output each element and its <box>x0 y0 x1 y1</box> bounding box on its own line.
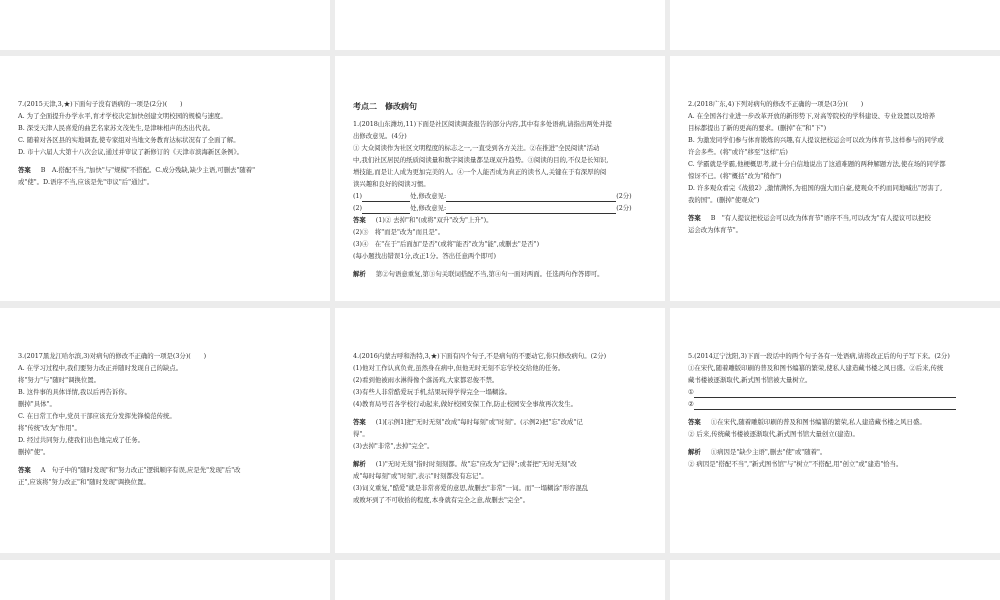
option-a-cont: 目标都提出了新的更高的要求。(删掉"在"和"下") <box>688 124 827 132</box>
slide-bottom-right <box>670 560 1000 600</box>
answer-blank-1: ① <box>688 386 982 398</box>
option-c-fix: 将"传统"改为"作用"。 <box>18 424 81 432</box>
analysis-line: 成"每时每刻"或"时刻",表示"时刻都没有忘记"。 <box>353 472 488 480</box>
option-b-cont: 许会多些。(将"或许"移至"这样"后) <box>688 148 788 156</box>
analysis-line: 或败坏到了不可收拾的程度,本身就有完全之意,故删去"完全"。 <box>353 496 530 504</box>
answer-label: 答案 <box>353 216 366 224</box>
passage-line: 中,我们社区居民的纸质阅读量和数字阅读量都呈现双升趋势。③阅读的目的,不仅是长知识, <box>353 156 609 164</box>
passage-line: ① 大众阅读作为社区文明程度的标志之一,一直受到各方关注。②在推进"全民阅读"活动 <box>353 144 600 152</box>
question-stem: 1.(2018山东潍坊,11)下面是社区阅读调查报告的部分内容,其中有多处语病,请指出两处并提 <box>353 120 612 128</box>
answer-line: (3)去掉"非常",去掉"完全"。 <box>353 442 434 450</box>
analysis-line: 解析 (1)"无时无刻"指时时刻刻都。故"忘"应改为"记得";或者把"无时无刻"改 <box>353 460 577 468</box>
answer-blank-2: (2) 处,修改意见: (2分) <box>353 204 632 212</box>
option-b: B. 深受天津人民喜爱的曲艺名家苏文茂先生,是津味相声的杰出代表。 <box>18 124 215 132</box>
slide-bottom-left <box>0 560 330 600</box>
blank-line <box>694 401 956 410</box>
option-c: C. 在日常工作中,党员干部应该充分发挥先锋模范传统。 <box>18 412 176 420</box>
sentence-2: (2)看到他被雨水淋得像个落汤鸡,大家都忍俊不禁。 <box>353 376 499 384</box>
sentence-4: (4)教育局号召各学校行动起来,做好校园安保工作,防止校园安全事故再次发生。 <box>353 400 578 408</box>
passage-line: ①在宋代,随着雕版印刷的普及和图书编纂的繁荣,使私人建造藏书楼之风日盛。②后来,传统 <box>688 364 944 372</box>
answer-label: 答案 <box>18 166 31 174</box>
option-d: D. 许多观众看完《战狼2》,激情满怀,为祖国的强大而自豪,使观众不约而同地喊出"厉害了, <box>688 184 943 192</box>
slide-top-center <box>335 0 665 50</box>
answer-label: 答案 <box>18 466 31 474</box>
blank-line <box>446 205 616 214</box>
analysis-line: ② 病因是"搭配不当","新式图书馆"与"树立"不搭配,用"创立"或"建造"恰当。 <box>688 460 903 468</box>
blank-line <box>362 193 410 202</box>
section-title: 考点二 修改病句 <box>353 101 417 111</box>
slide-question-2 <box>670 56 1000 301</box>
option-a: A. 在学习过程中,我们要努力改正并随时发现自己的缺点。 <box>18 364 183 372</box>
answer-line: 答案 A 句子中的"随时发现"和"努力改正"逻辑顺序有误,应是先"发现"后"改 <box>18 466 241 474</box>
passage-line: 藏书楼被逐渐取代,新式图书馆被大量树立。 <box>688 376 812 384</box>
analysis-line: 解析 ①病因是"缺少主语",删去"使"或"随着"。 <box>688 448 827 456</box>
answer-continued: 或"使"。D.语序不当,应该是先"审议"后"通过"。 <box>18 178 154 186</box>
option-a-fix: 将"努力"与"随时"调换位置。 <box>18 376 101 384</box>
option-b: B. 这件事的具体详情,我以后再告诉你。 <box>18 388 132 396</box>
option-d: D. 市十六届人大第十八次会议,通过并审议了新修订的《天津市滨海新区条例》。 <box>18 148 244 156</box>
answer-note: (每小题找出错误1分,改正1分。答出任意两个即可) <box>353 252 496 260</box>
analysis-line: (3)词义重复,"酷爱"就是非常喜爱的意思,故删去"非常"一词。而"一塌糊涂"形容混乱 <box>353 484 589 492</box>
option-c: C. 随着对各区县的实地调查,使专家组对当地文务教育达标状况有了全面了解。 <box>18 136 240 144</box>
blank-line <box>694 389 956 398</box>
option-d-cont: 我的国"。(删掉"使观众") <box>688 196 760 204</box>
analysis-label: 解析 <box>353 460 366 468</box>
question-stem: 4.(2016内蒙古呼和浩特,3,★)下面有四个句子,不是病句的不要动它,你只修改病句。(2分) <box>353 352 607 360</box>
blank-line <box>446 193 616 202</box>
question-stem: 5.(2014辽宁沈阳,3)下面一段话中的两个句子各有一处语病,请将改正后的句子写下来。(2分) <box>688 352 950 360</box>
question-stem-cont: 出修改意见。(4分) <box>353 132 407 140</box>
answer-label: 答案 <box>688 418 701 426</box>
slide-question-4 <box>335 308 665 553</box>
answer-blank-2: ② <box>688 398 982 410</box>
answer-blank-1: (1) 处,修改意见: (2分) <box>353 192 632 200</box>
option-d: D. 经过共同努力,使我们出色地完成了任务。 <box>18 436 145 444</box>
answer-line: 答案 B "有人提议把校运会可以改为体育节"语序不当,可以改为"有人提议可以把校 <box>688 214 931 222</box>
option-a: A. 为了全面提升办学水平,育才学校决定加快创建文明校园的规模与速度。 <box>18 112 227 120</box>
answer-line: (2)③ 将"而是"改为"而且是"。 <box>353 228 445 236</box>
question-stem: 3.(2017黑龙江哈尔滨,3)对病句的修改不正确的一项是(3分)( ) <box>18 352 207 360</box>
answer-label: 答案 <box>688 214 701 222</box>
analysis-label: 解析 <box>688 448 701 456</box>
option-a: A. 在全国各行业进一步改革开放的新形势下,对高等院校的学科建设、专业设置以及培养 <box>688 112 936 120</box>
sentence-3: (3)有些人非常酷爱玩手机,结果玩得学得完全一塌糊涂。 <box>353 388 512 396</box>
passage-line: 读兴趣和良好的阅读习惯。 <box>353 180 430 188</box>
option-d-fix: 删掉"使"。 <box>18 448 50 456</box>
option-b: B. 为激发同学们参与体育锻炼的兴趣,有人提议把校运会可以改为体育节,这样参与的同学或 <box>688 136 944 144</box>
answer-line: (3)④ 在"在于"后面加"是否"(或将"能否"改为"能",或删去"是否") <box>353 240 540 248</box>
analysis-line: 解析 第②句语意重复,第③句关联词搭配不当,第④句一面对两面。任选两句作答即可。 <box>353 270 604 278</box>
answer-line: 答案 (1)② 去掉"和"(或将"双升"改为"上升")。 <box>353 216 493 224</box>
answer-continued: 正",应该将"努力改正"和"随时发现"调换位置。 <box>18 478 150 486</box>
slide-question-3 <box>0 308 330 553</box>
slide-question-5 <box>670 308 1000 553</box>
answer-line: 答案 ①在宋代,随着雕版印刷的普及和图书编纂的繁荣,私人建造藏书楼之风日盛。 <box>688 418 926 426</box>
option-b-fix: 删掉"具体"。 <box>18 400 56 408</box>
question-stem: 2.(2018广东,4)下列对病句的修改不正确的一项是(3分)( ) <box>688 100 864 108</box>
answer-line: 得"。 <box>353 430 369 438</box>
answer-line: ② 后来,传统藏书楼被逐渐取代,新式图书馆大量创立(建造)。 <box>688 430 859 438</box>
answer-line <box>18 164 312 176</box>
answer-continued: 运会改为体育节"。 <box>688 226 743 234</box>
slide-top-right <box>670 0 1000 50</box>
slide-bottom-center <box>335 560 665 600</box>
slide-top-left <box>0 0 330 50</box>
passage-line: 增技能,而是让人成为更加完美的人。④一个人能否成为真正的读书人,关键在于有深厚的阅 <box>353 168 607 176</box>
answer-line: 答案 (1)[示例1]把"无时无刻"改成"每时每刻"或"时刻"。(示例2)把"忘"改成"记 <box>353 418 583 426</box>
option-c: C. 学霸就是学霸,他梗概思考,就十分自信地说出了这道难题的两种解题方法,使在场的同学都 <box>688 160 946 168</box>
question-stem: 7.(2015天津,3,★)下面句子没有语病的一项是(2分)( ) <box>18 100 183 108</box>
answer-label: 答案 <box>353 418 366 426</box>
slide-question-7 <box>0 56 330 301</box>
option-c-cont: 惊讶不已。(将"概括"改为"稍作") <box>688 172 782 180</box>
sentence-1: (1)他对工作认真负责,虽然身在病中,但他无时无刻不忘学校交给他的任务。 <box>353 364 565 372</box>
answer-text: B A.搭配不当,"加快"与"规模"不搭配。C.成分残缺,缺少主语,可删去"随着" <box>40 166 256 174</box>
blank-line <box>362 205 410 214</box>
slide-section-2 <box>335 56 665 301</box>
analysis-label: 解析 <box>353 270 366 278</box>
